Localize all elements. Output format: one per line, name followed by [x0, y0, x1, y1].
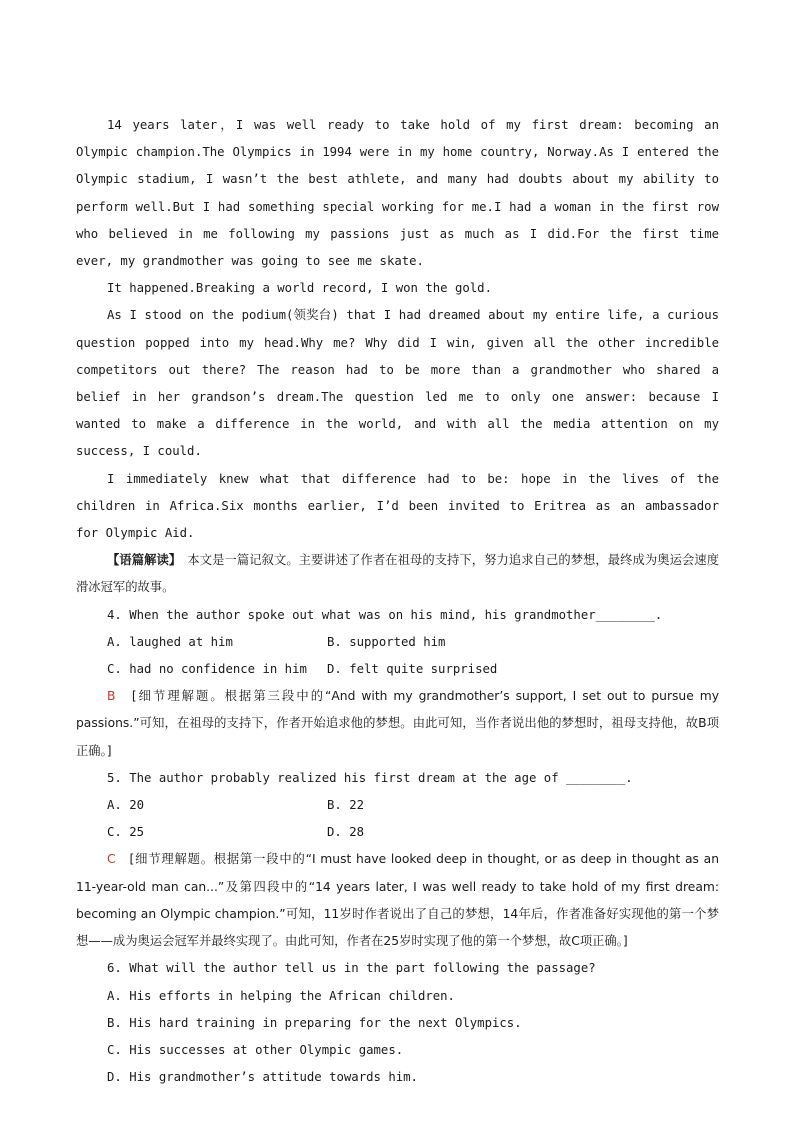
passage-paragraph-1: 14 years later，I was well ready to take hold of my first dream: becoming an Olympic champion.The Olympics in 1994 were in my home country, Norway.As I entered the Olympic stadium, I wasn’t the best athlete, and many had doubts about my ability to perform well.But I had something special working for me.I had a woman in the first row who believed in me following my passions just as much as I did.For the first time ever, my grandmother was going to see me skate. [76, 118, 719, 269]
question-4-explanation-text: [细节理解题。根据第三段中的“And with my grandmother’s support, I set out to pursue my passions.”可知，在祖母的支持下，作者开始追求他的梦想。由此可知，当作者说出他的梦想时，祖母支持他，故B项正确。] [76, 689, 719, 758]
question-4-options-row-1 [76, 629, 719, 656]
question-4-stem: 4. When the author spoke out what was on his mind, his grandmother________. [107, 607, 663, 622]
question-4-option-b: B. supported him [327, 634, 446, 649]
analysis-paragraph [76, 547, 719, 601]
passage-paragraph-2: It happened.Breaking a world record, I won the gold. [107, 281, 492, 296]
question-4-answer: B [107, 689, 116, 704]
question-6-option-a: A. His efforts in helping the African children. [107, 988, 455, 1003]
passage-paragraph-3: As I stood on the podium(领奖台) that I had dreamed about my entire life, a curious question popped into my head.Why me? Why did I win, given all the other incredible competitors out there? The reason had to be more than a grandmother who shared a belief in her grandson’s dream.The question led me to only one answer: because I wanted to make a difference in the world, and with all the media attention on my success, I could. [76, 308, 719, 459]
question-4-explanation [76, 683, 719, 765]
question-4-option-c: C. had no confidence in him [107, 662, 307, 677]
question-5-option-d: D. 28 [327, 825, 365, 840]
question-6-option-c: C. His successes at other Olympic games. [107, 1042, 404, 1057]
document-page [76, 112, 719, 1091]
question-4-option-d: D. felt quite surprised [327, 662, 498, 677]
question-6-option-b: B. His hard training in preparing for the next Olympics. [107, 1015, 522, 1030]
question-5-options-row-2 [76, 819, 719, 846]
question-6-stem: 6. What will the author tell us in the part following the passage? [107, 961, 596, 976]
analysis-text: 本文是一篇记叙文。主要讲述了作者在祖母的支持下，努力追求自己的梦想，最终成为奥运会速度滑冰冠军的故事。 [76, 553, 719, 595]
question-5-stem: 5. The author probably realized his first dream at the age of ________. [107, 770, 633, 785]
question-5-explanation-text: [细节理解题。根据第一段中的“I must have looked deep in thought, or as deep in thought as an 11-year-old man can...”及第四段中的“14 years later, I was well ready to take hold of my first dream: becoming an Olympic champion.”可知，11岁时作者说出了自己的梦想，14年后，作者准备好实现他的第一个梦想——成为奥运会冠军并最终实现了。由此可知，作者在25岁时实现了他的第一个梦想，故C项正确。] [76, 852, 719, 949]
passage-paragraph-4: I immediately knew what that difference had to be: hope in the lives of the children in Africa.Six months earlier, I’d been invited to Eritrea as an ambassador for Olympic Aid. [76, 471, 719, 541]
question-5-answer: C [107, 852, 116, 867]
question-4-options-row-2 [76, 656, 719, 683]
question-5-option-b: B. 22 [327, 798, 365, 813]
analysis-label: 【语篇解读】 [107, 553, 176, 568]
question-5-option-c: C. 25 [107, 825, 145, 840]
question-6-option-d: D. His grandmother’s attitude towards him. [107, 1070, 418, 1085]
question-5-option-a: A. 20 [107, 798, 145, 813]
question-5-explanation [76, 846, 719, 955]
question-4-option-a: A. laughed at him [107, 634, 233, 649]
question-5-options-row-1 [76, 792, 719, 819]
